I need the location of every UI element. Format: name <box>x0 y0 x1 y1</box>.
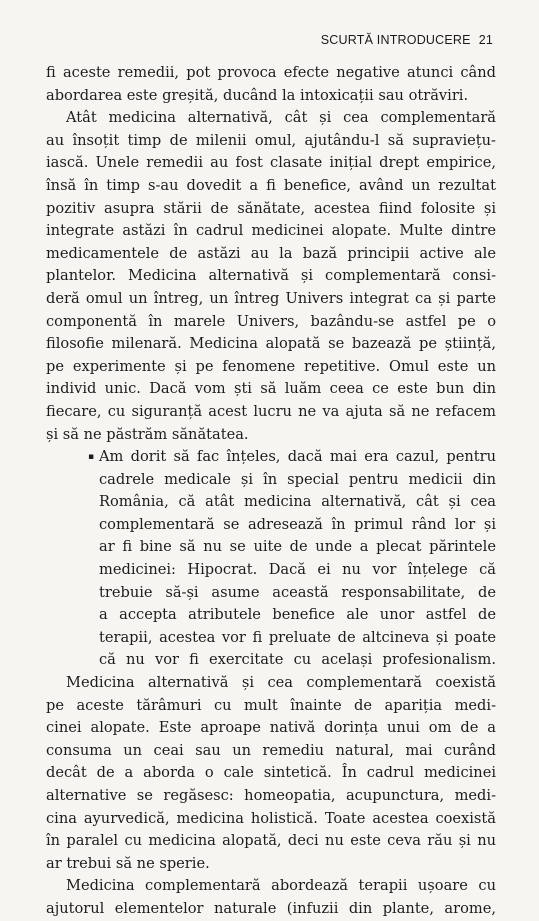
text-line: terapii, acestea vor fi preluate de altcineva și poate <box>99 628 496 646</box>
text-line: individ unic. Dacă vom ști să luăm ceea ce este bun din <box>46 380 496 398</box>
text-line: componentă în marele Univers, bazându-se astfel pe o <box>46 312 496 330</box>
running-header <box>321 33 493 47</box>
text-line: plantelor. Medicina alternativă și complementară consi- <box>46 267 496 285</box>
text-line: trebuie să-și asume această responsabilitate, de <box>99 583 496 601</box>
text-line: Medicina alternativă și cea complementară coexistă <box>66 674 496 692</box>
text-line: medicamentele de astăzi au la bază principii active ale <box>46 244 496 262</box>
text-line: alternative se regăsesc: homeopatia, acupunctura, medi- <box>46 787 496 804</box>
text-line: cinei alopate. Este aproape nativă dorința unui om de a <box>46 719 496 737</box>
text-line: complementară se adresează în primul rând lor și <box>99 515 496 533</box>
text-line: medicinei: Hipocrat. Dacă ei nu vor înțelege că <box>99 561 496 579</box>
page-number: 21 <box>478 33 493 47</box>
text-line: decât de a aborda o cale sintetică. În cadrul medicinei <box>46 764 496 782</box>
text-line: deră omul un întreg, un întreg Univers integrat ca și parte <box>46 289 496 307</box>
chapter-title: SCURTĂ INTRODUCERE <box>320 33 471 47</box>
text-line: integrate astăzi în cadrul medicinei alopate. Multe dintre <box>46 222 496 240</box>
bullet-line <box>46 446 496 469</box>
text-line: fi aceste remedii, pot provoca efecte negative atunci când <box>46 64 496 81</box>
text-line: ar trebui să ne sperie. <box>46 854 210 872</box>
text-line: filosofie milenară. Medicina alopată se bazează pe știință, <box>46 335 496 353</box>
text-line: pozitiv asupra stării de sănătate, acestea fiind folosite și <box>46 199 496 217</box>
bullet-text: Am dorit să fac înțeles, dacă mai era cazul, pentru <box>99 448 496 466</box>
text-line: a accepta atributele benefice ale unor astfel de <box>99 606 496 624</box>
text-line: însă în timp s-au dovedit a fi benefice, având un rezultat <box>46 176 496 194</box>
text-line: abordarea este greșită, ducând la intoxicații sau otrăviri. <box>46 86 469 104</box>
text-line: că nu vor fi exercitate cu același profesionalism. <box>99 651 496 669</box>
text-line: și să ne păstrăm sănătatea. <box>46 425 249 443</box>
bullet-marker: ▪ <box>88 452 95 463</box>
body-text <box>46 62 496 921</box>
text-line: pe experimente și pe fenomene repetitive. Omul este un <box>46 357 496 375</box>
text-line: pe aceste tărâmuri cu mult înainte de apariția medi- <box>46 696 496 714</box>
text-line: Atât medicina alternativă, cât și cea complementară <box>66 109 496 127</box>
text-line: cina ayurvedică, medicina holistică. Toate acestea coexistă <box>46 809 496 827</box>
text-line: în paralel cu medicina alopată, deci nu este ceva rău și nu <box>46 832 496 850</box>
text-line: ar fi bine să nu se uite de unde a plecat părintele <box>99 538 496 556</box>
text-line: Medicina complementară abordează terapii ușoare cu <box>66 877 496 895</box>
text-line: ajutorul elementelor naturale (infuzii din plante, arome, <box>46 899 496 917</box>
text-line: România, că atât medicina alternativă, cât și cea <box>99 493 496 511</box>
text-line: cadrele medicale și în special pentru medicii din <box>99 470 496 488</box>
text-line: iască. Unele remedii au fost clasate inițial drept empirice, <box>46 154 496 172</box>
text-line: consuma un ceai sau un remediu natural, mai curând <box>46 741 496 759</box>
text-line: au însoțit timp de milenii omul, ajutându-l să supraviețu- <box>46 131 496 149</box>
text-line: fiecare, cu siguranță acest lucru ne va ajuta să ne refacem <box>46 402 496 420</box>
